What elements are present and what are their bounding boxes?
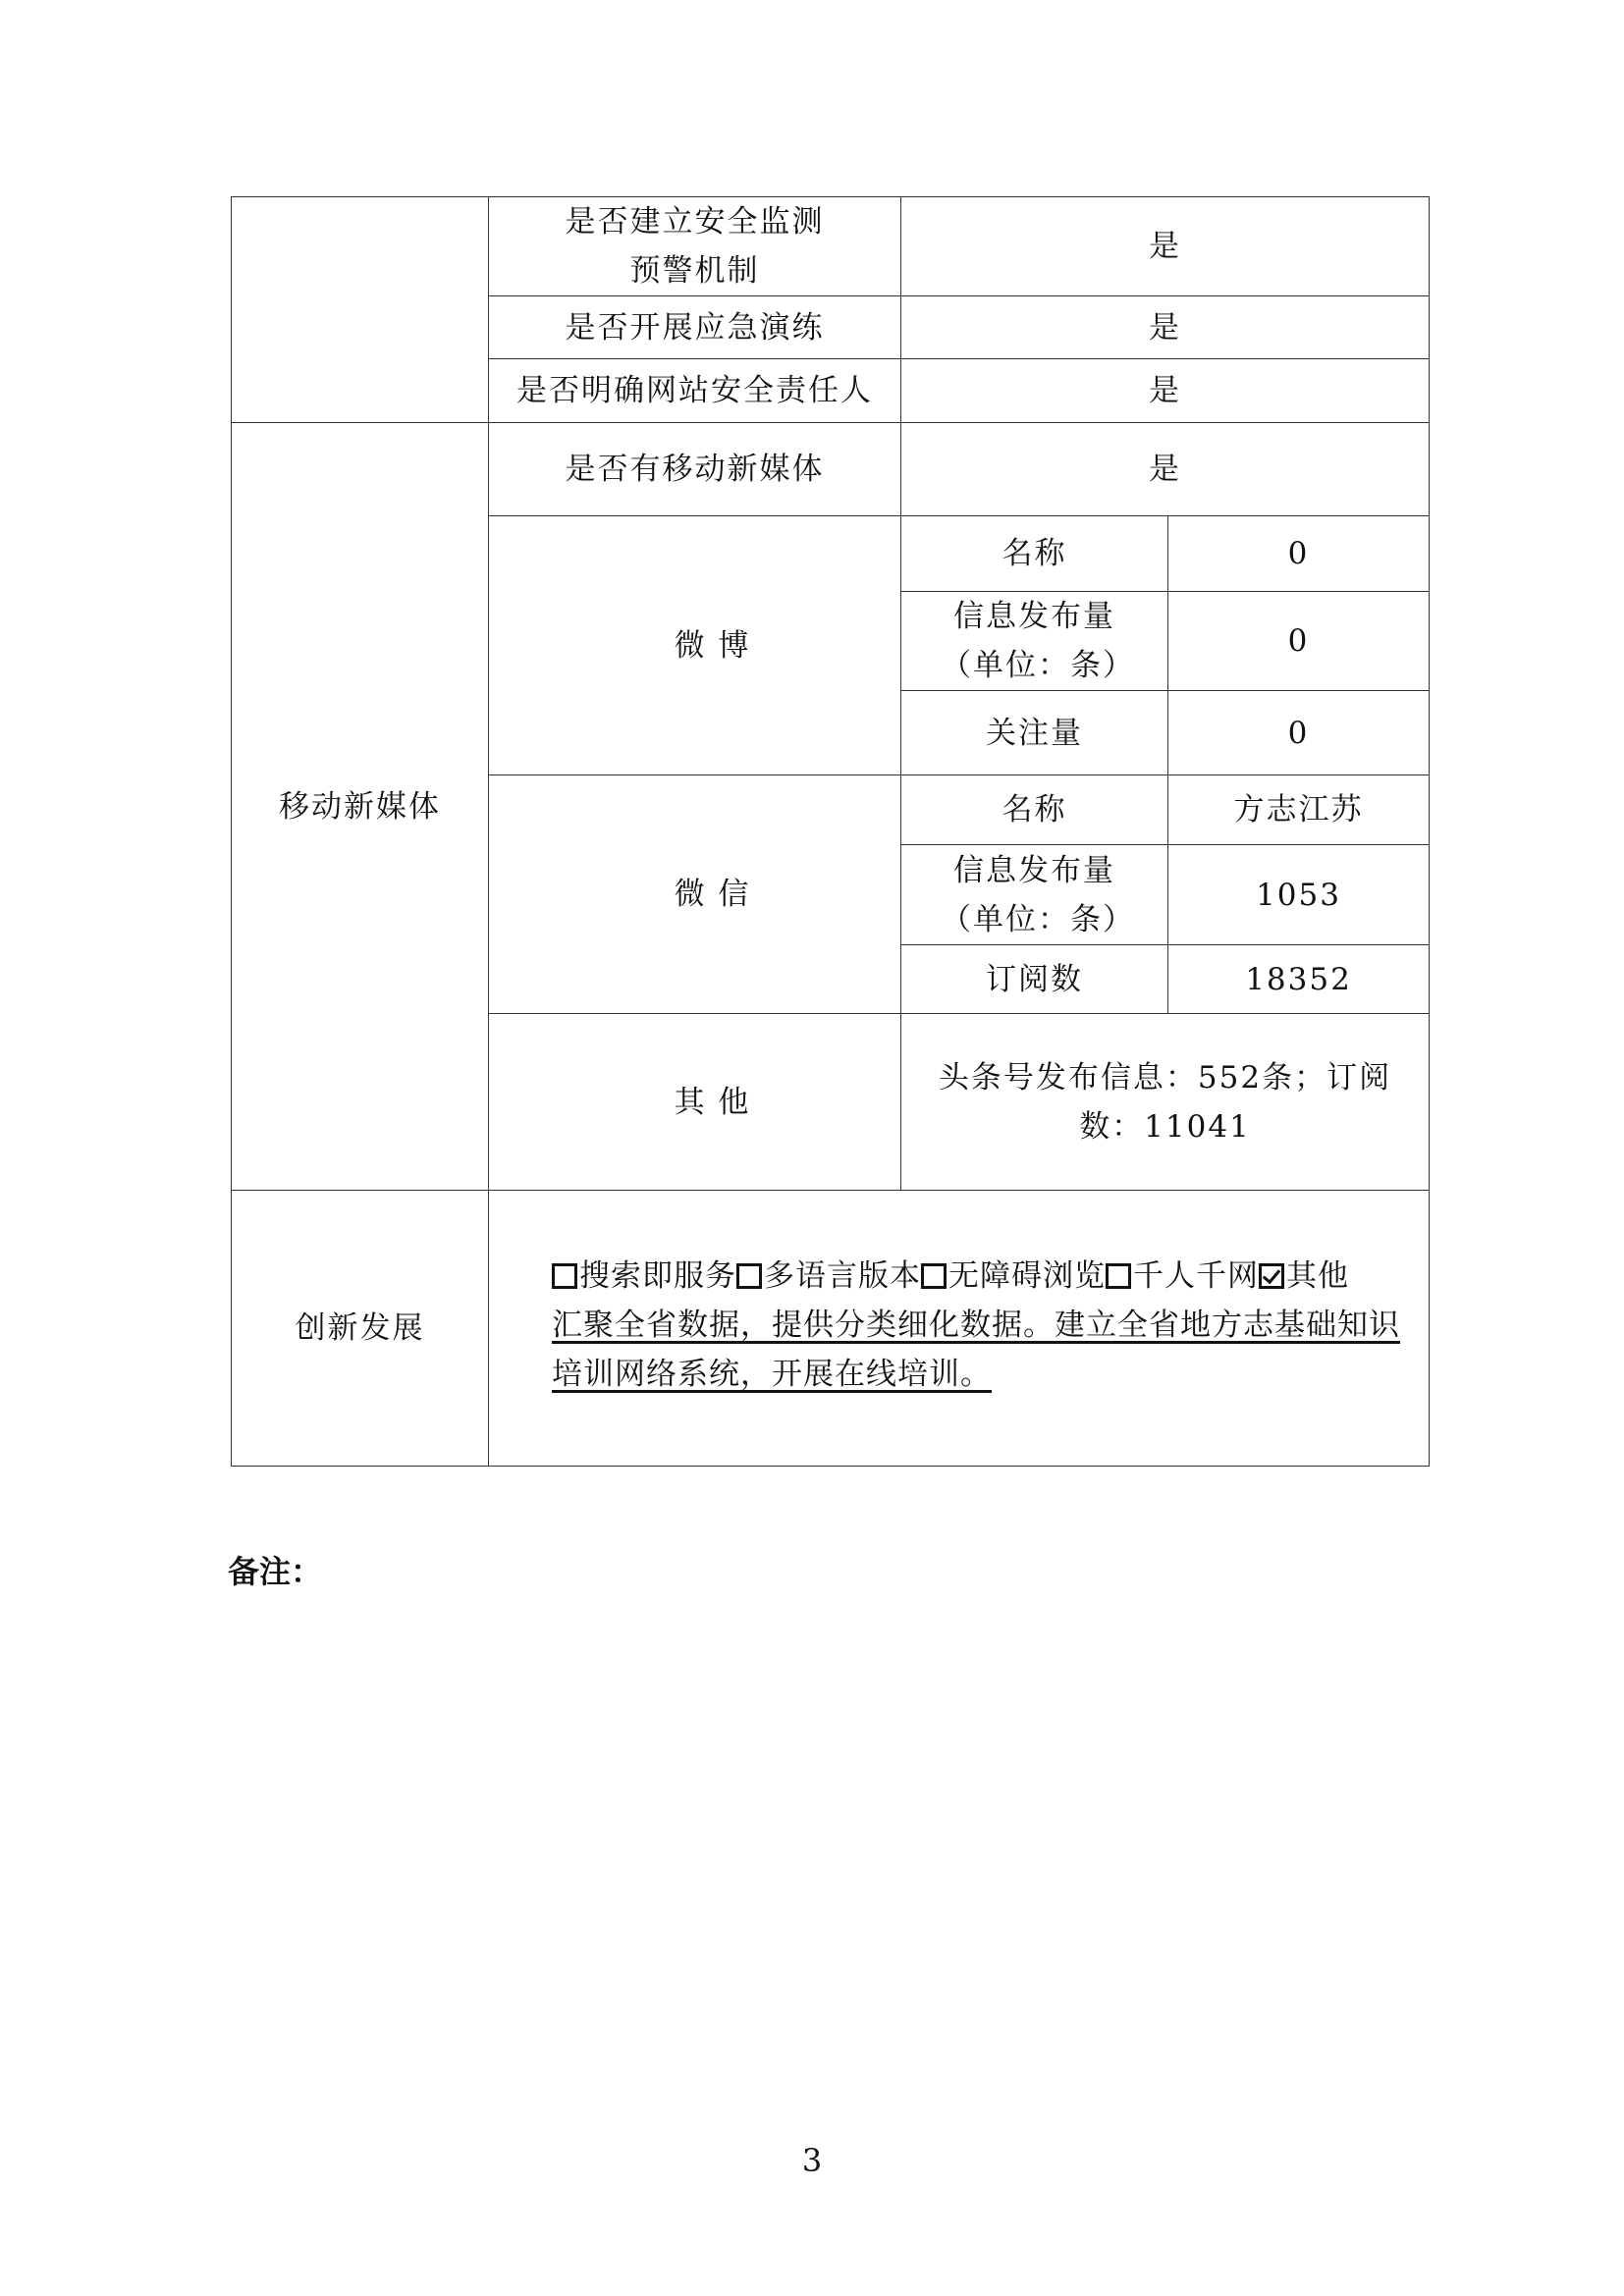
checkbox-multilingual[interactable]: [736, 1263, 762, 1289]
security-monitoring-label: 是否建立安全监测预警机制: [489, 197, 901, 296]
wechat-posts-label: 信息发布量（单位：条）: [901, 845, 1168, 945]
emergency-drill-label: 是否开展应急演练: [489, 296, 901, 359]
option-accessibility: 无障碍浏览: [948, 1258, 1106, 1294]
wechat-subscribers-value: 18352: [1168, 945, 1430, 1014]
weibo-followers-value: 0: [1168, 691, 1430, 775]
security-owner-value: 是: [901, 359, 1430, 423]
other-media-value: 头条号发布信息：552条；订阅数：11041: [901, 1014, 1430, 1191]
security-section-cell: [232, 197, 489, 423]
checkbox-personalized[interactable]: [1106, 1263, 1131, 1289]
weibo-posts-value: 0: [1168, 592, 1430, 691]
other-media-label: 其 他: [489, 1014, 901, 1191]
security-monitoring-value: 是: [901, 197, 1430, 296]
emergency-drill-value: 是: [901, 296, 1430, 359]
checkbox-accessibility[interactable]: [921, 1263, 947, 1289]
mobile-media-section-label: 移动新媒体: [232, 423, 489, 1191]
report-table: [231, 196, 1430, 1467]
wechat-posts-value: 1053: [1168, 845, 1430, 945]
page-number: 3: [801, 2142, 823, 2179]
wechat-name-value: 方志江苏: [1168, 775, 1430, 845]
innovation-other-text: 汇聚全省数据，提供分类细化数据。建立全省地方志基础知识培训网络系统，开展在线培训。: [552, 1308, 1400, 1392]
option-search-service: 搜索即服务: [579, 1258, 736, 1294]
innovation-content: [489, 1191, 1430, 1467]
weibo-name-label: 名称: [901, 516, 1168, 592]
weibo-name-value: 0: [1168, 516, 1430, 592]
wechat-name-label: 名称: [901, 775, 1168, 845]
security-owner-label: 是否明确网站安全责任人: [489, 359, 901, 423]
weibo-label: 微 博: [489, 516, 901, 775]
has-mobile-media-value: 是: [901, 423, 1430, 516]
option-personalized: 千人千网: [1133, 1258, 1259, 1294]
innovation-section-label: 创新发展: [232, 1191, 489, 1467]
wechat-subscribers-label: 订阅数: [901, 945, 1168, 1014]
option-other: 其他: [1286, 1258, 1349, 1294]
note-label: 备注：: [228, 1553, 323, 1590]
option-multilingual: 多语言版本: [764, 1258, 921, 1294]
wechat-label: 微 信: [489, 775, 901, 1014]
weibo-followers-label: 关注量: [901, 691, 1168, 775]
has-mobile-media-label: 是否有移动新媒体: [489, 423, 901, 516]
checkbox-search-service[interactable]: [552, 1263, 577, 1289]
checkbox-other[interactable]: [1259, 1263, 1284, 1289]
weibo-posts-label: 信息发布量（单位：条）: [901, 592, 1168, 691]
innovation-options: [552, 1252, 1415, 1399]
